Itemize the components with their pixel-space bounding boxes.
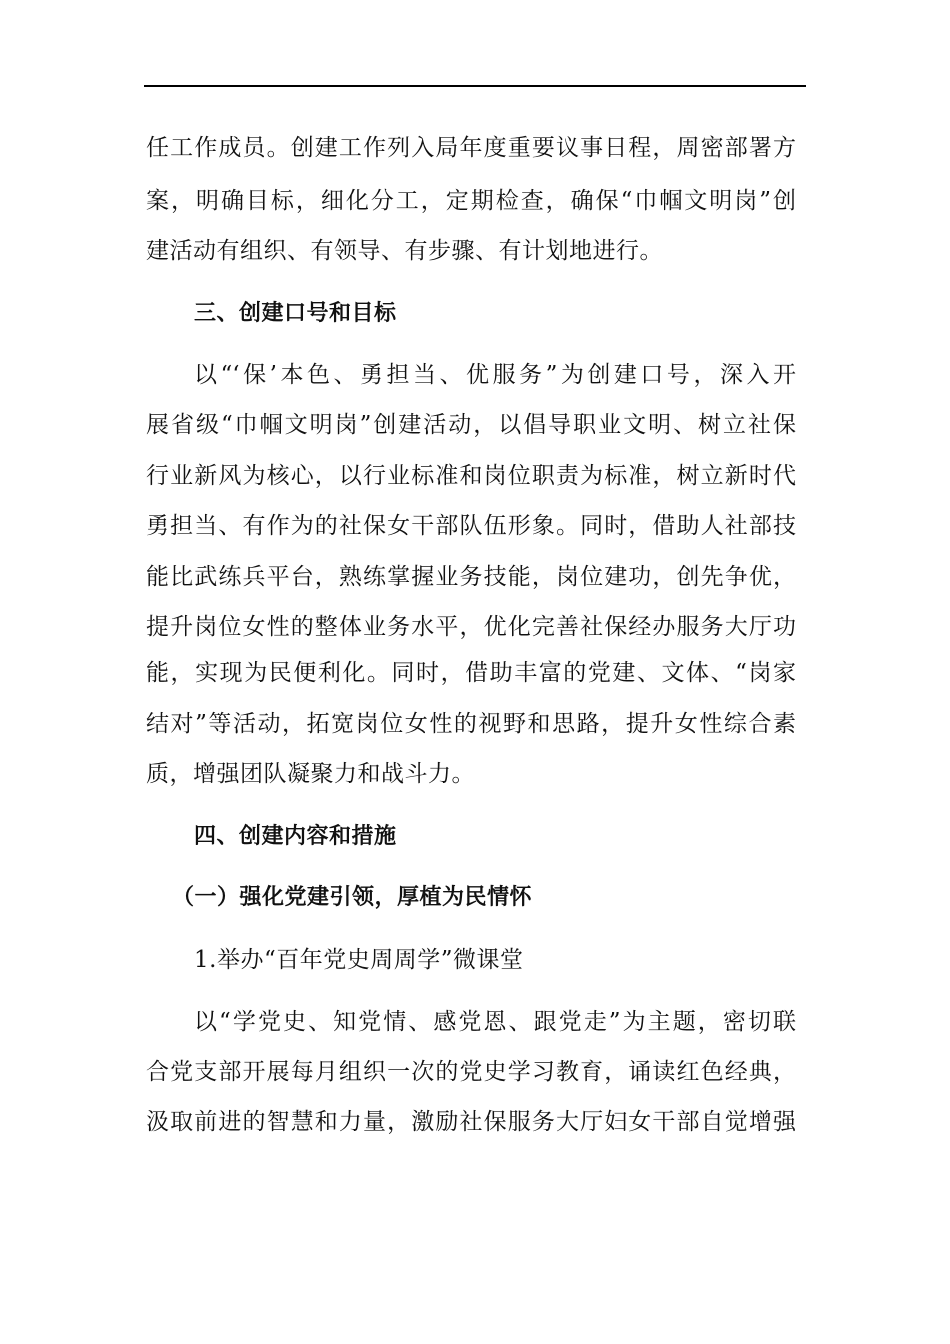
body-line: 结对”等活动，拓宽岗位女性的视野和思路，提升女性综合素 (146, 711, 796, 737)
body-line: 建活动有组织、有领导、有步骤、有计划地进行。 (146, 238, 663, 264)
body-line: 任工作成员。创建工作列入局年度重要议事日程，周密部署方 (146, 135, 796, 161)
body-line: 勇担当、有作为的社保女干部队伍形象。同时，借助人社部技 (146, 513, 796, 539)
body-line: 提升岗位女性的整体业务水平，优化完善社保经办服务大厅功 (146, 614, 796, 640)
subsection-heading: （一）强化党建引领，厚植为民情怀 (172, 885, 533, 910)
item-heading: 1.举办“百年党史周周学”微课堂 (194, 947, 524, 973)
body-line: 展省级“巾帼文明岗”创建活动，以倡导职业文明、树立社保 (146, 412, 796, 438)
paragraph-first-line: 以“‘保’本色、勇担当、优服务”为创建口号，深入开 (194, 362, 796, 388)
body-line: 合党支部开展每月组织一次的党史学习教育，诵读红色经典， (146, 1059, 796, 1085)
section-heading: 四、创建内容和措施 (194, 824, 397, 849)
paragraph-first-line: 以“学党史、知党情、感党恩、跟党走”为主题，密切联 (194, 1009, 796, 1035)
section-heading: 三、创建口号和目标 (194, 301, 397, 326)
body-line: 质，增强团队凝聚力和战斗力。 (146, 761, 475, 787)
body-line: 行业新风为核心，以行业标准和岗位职责为标准，树立新时代 (146, 463, 796, 489)
body-line: 能比武练兵平台，熟练掌握业务技能，岗位建功，创先争优， (146, 564, 796, 590)
header-rule (144, 85, 806, 87)
body-line: 汲取前进的智慧和力量，激励社保服务大厅妇女干部自觉增强 (146, 1109, 796, 1135)
body-line: 案，明确目标，细化分工，定期检查，确保“巾帼文明岗”创 (146, 188, 796, 214)
body-line: 能，实现为民便利化。同时，借助丰富的党建、文体、“岗家 (146, 660, 796, 686)
